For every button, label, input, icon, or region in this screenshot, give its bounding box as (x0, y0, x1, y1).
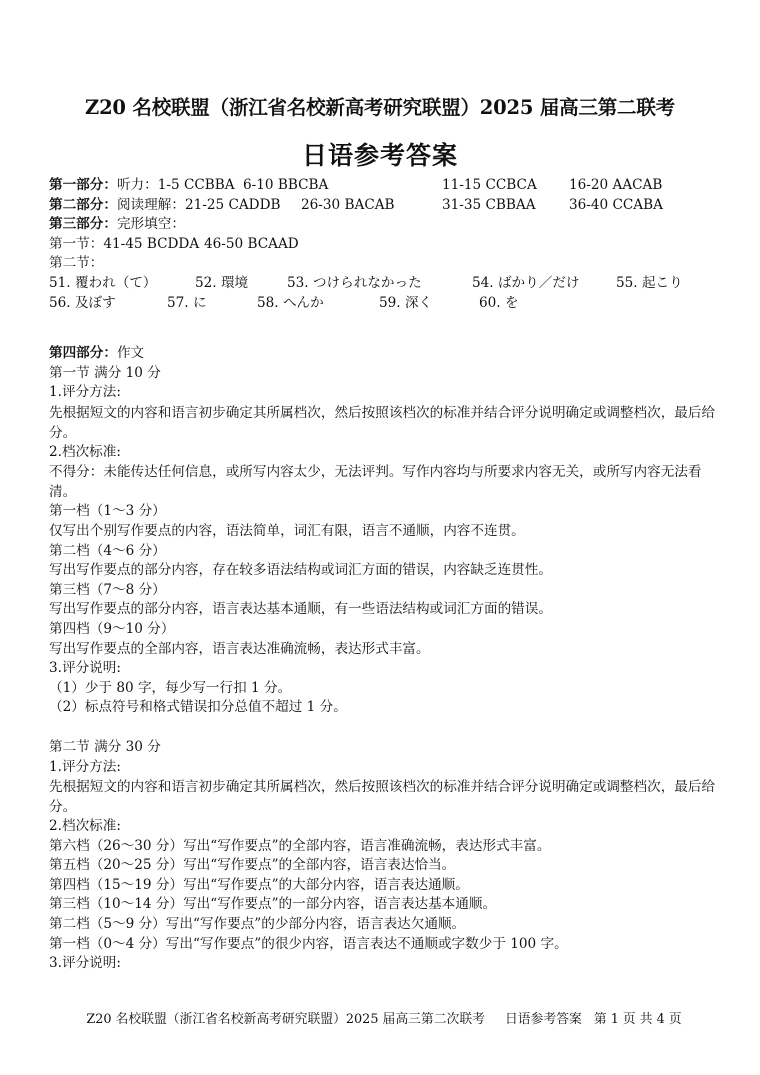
sec2-grade6: 第六档（26～30 分）写出“写作要点”的全部内容，语言准确流畅，表达形式丰富。 (49, 837, 551, 854)
part2-group-2: 26-30 BACAB (301, 196, 395, 213)
answer-52: 52. 環境 (195, 274, 249, 291)
part1-group-3: 11-15 CCBCA (442, 177, 537, 193)
part3-section1-label: 第一节： (49, 235, 104, 252)
answer-53: 53. つけられなかった (287, 274, 422, 291)
sec1-grade3-heading: 第三档（7～8 分） (49, 581, 166, 598)
document-title: Z20 名校联盟（浙江省名校新高考研究联盟）2025 届高三第二联考 (85, 96, 675, 119)
page-footer (0, 1008, 760, 1027)
sec2-grade2: 第二档（5～9 分）写出“写作要点”的少部分内容，语言表达欠通顺。 (49, 916, 466, 933)
footer-page-number: 第 1 页 共 4 页 (593, 1012, 682, 1027)
sec1-zero-score: 不得分：未能传达任何信息，或所写内容太少，无法评判。写作内容均与所要求内容无关，或所写内容无法看清。 (49, 464, 702, 501)
sec1-grade4-text: 写出写作要点的全部内容，语言表达准确流畅，表达形式丰富。 (49, 640, 430, 657)
sec1-heading: 第一节 满分 10 分 (49, 364, 161, 381)
part2-group-4: 36-40 CCABA (569, 196, 663, 213)
part3-section2-label: 第二节： (49, 255, 104, 272)
answer-55: 55. 起こり (616, 274, 683, 291)
sec1-note-1: （1）少于 80 字，每少写一行扣 1 分。 (49, 679, 292, 696)
sec1-grade2-heading: 第二档（4～6 分） (49, 542, 166, 559)
part1-name: 听力： (116, 177, 158, 193)
sec1-grade1-heading: 第一档（1～3 分） (49, 503, 166, 520)
part4-label: 第四部分： (49, 345, 117, 361)
sec2-grade5: 第五档（20～25 分）写出“写作要点”的全部内容，语言表达恰当。 (49, 857, 456, 874)
answer-58: 58. へんか (257, 294, 324, 311)
part3-section1-group-2: 46-50 BCAAD (204, 235, 299, 252)
answer-57: 57. に (167, 294, 207, 311)
part3-section1-row (49, 235, 719, 255)
sec1-grade4-heading: 第四档（9～10 分） (49, 620, 175, 637)
answer-59: 59. 深く (379, 294, 433, 311)
part4-row (49, 344, 719, 364)
answer-54: 54. ばかり／だけ (472, 274, 580, 291)
part1-group-1: 1-5 CCBBA (157, 177, 235, 193)
sec2-method-heading: 1.评分方法: (49, 758, 121, 775)
part2-group-3: 31-35 CBBAA (442, 196, 536, 213)
part1-group-2: 6-10 BBCBA (243, 177, 329, 193)
sec1-note-2: （2）标点符号和格式错误扣分总值不超过 1 分。 (49, 699, 347, 716)
part3-label: 第三部分： (49, 216, 117, 233)
fill-answers-row-2 (49, 294, 719, 314)
sec2-grade3: 第三档（10～14 分）写出“写作要点”的一部分内容，语言表达基本通顺。 (49, 896, 497, 913)
answer-51: 51. 覆われ（て） (49, 274, 157, 291)
footer-subject: 日语参考答案 (505, 1012, 582, 1027)
sec1-method-heading: 1.评分方法: (49, 384, 121, 401)
sec1-grade2-text: 写出写作要点的部分内容，存在较多语法结构或词汇方面的错误，内容缺乏连贯性。 (49, 562, 552, 579)
footer-text: Z20 名校联盟（浙江省名校新高考研究联盟）2025 届高三第二次联考 (86, 1012, 485, 1027)
sec2-grade1: 第一档（0～4 分）写出“写作要点”的很少内容，语言表达不通顺或字数少于 100 字。 (49, 935, 568, 952)
part2-name: 阅读理解： (116, 196, 185, 213)
document-subtitle: 日语参考答案 (301, 141, 458, 170)
part2-group-1: 21-25 CADDB (184, 196, 281, 213)
sec2-method-text: 先根据短文的内容和语言初步确定其所属档次，然后按照该档次的标准并结合评分说明确定或调整档次，最后给分。 (49, 779, 716, 816)
sec1-grade1-text: 仅写出个别写作要点的内容，语法简单，词汇有限，语言不通顺，内容不连贯。 (49, 522, 525, 539)
part3-name: 完形填空： (116, 216, 185, 233)
sec1-grade3-text: 写出写作要点的部分内容，语言表达基本通顺，有一些语法结构或词汇方面的错误。 (49, 601, 552, 618)
sec1-method-text: 先根据短文的内容和语言初步确定其所属档次，然后按照该档次的标准并结合评分说明确定或调整档次，最后给分。 (49, 404, 716, 441)
answers-section (49, 176, 719, 313)
sec1-note-heading: 3.评分说明: (49, 660, 121, 677)
sec2-standard-heading: 2.档次标准: (49, 818, 121, 835)
part2-row (49, 196, 719, 216)
part3-section1-group-1: 41-45 BCDDA (103, 235, 200, 252)
part3-row (49, 215, 719, 235)
part4-name: 作文 (116, 345, 145, 361)
sec2-note-heading: 3.评分说明: (49, 955, 121, 972)
answer-60: 60. を (479, 294, 519, 311)
writing-section (49, 344, 719, 974)
sec1-standard-heading: 2.档次标准: (49, 443, 121, 460)
sec2-grade4: 第四档（15～19 分）写出“写作要点”的大部分内容，语言表达通顺。 (49, 876, 469, 893)
fill-answers-row-1 (49, 274, 719, 294)
sec2-heading: 第二节 满分 30 分 (49, 738, 161, 755)
part1-row (49, 176, 719, 196)
answer-56: 56. 及ぼす (49, 294, 116, 311)
part3-section2-label-row (49, 254, 719, 274)
part1-group-4: 16-20 AACAB (569, 177, 663, 193)
part1-label: 第一部分： (49, 177, 117, 193)
part2-label: 第二部分： (49, 196, 117, 213)
